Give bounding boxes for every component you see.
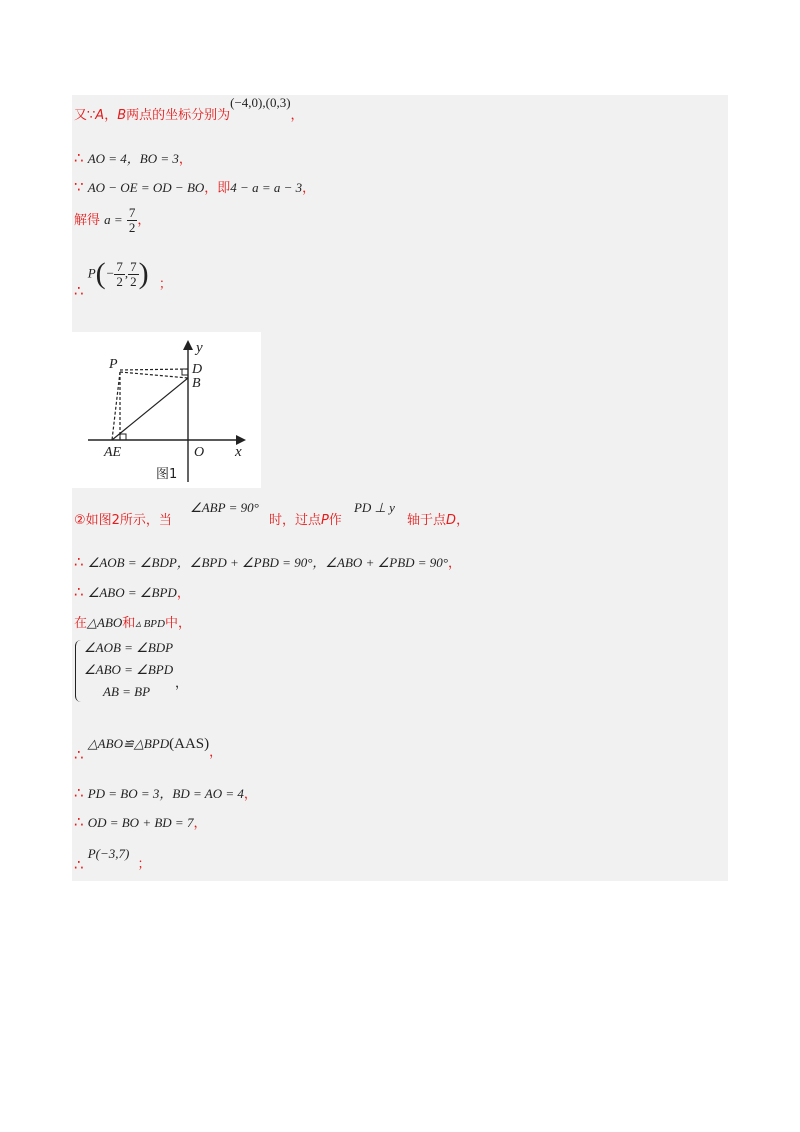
coordinates: (−4,0),(0,3) xyxy=(230,95,291,110)
equation: AO − OE = OD − BO xyxy=(87,180,205,195)
point-b: B xyxy=(117,108,127,123)
label-p: P xyxy=(109,357,118,372)
line-7 xyxy=(74,552,461,571)
punct: ， xyxy=(193,816,207,831)
equation: PD ⊥ y xyxy=(353,500,395,515)
line-1 xyxy=(74,95,304,123)
punct: ， xyxy=(178,152,192,167)
therefore-symbol: ∴ xyxy=(74,746,84,764)
equation: PD = BO = 3，BD = AO = 4 xyxy=(87,786,244,801)
point-p-result: P(−3,7) xyxy=(87,846,130,861)
system-line-2: ∠ABO = ∠BPD xyxy=(84,662,174,677)
punct: ， xyxy=(209,745,223,760)
text: 中， xyxy=(164,616,191,631)
line-2 xyxy=(74,148,192,167)
equation: a = xyxy=(104,212,123,227)
label-y: y xyxy=(196,340,203,356)
text: ， xyxy=(104,108,118,123)
punct: ， xyxy=(290,108,304,123)
line-8 xyxy=(74,582,190,601)
punct: ， xyxy=(137,213,151,228)
equation: AO = 4，BO = 3 xyxy=(87,151,179,166)
line-11 xyxy=(74,783,257,802)
label-o: O xyxy=(194,445,205,460)
denominator: 2 xyxy=(116,273,123,289)
text: 在 xyxy=(74,616,88,631)
denominator: 2 xyxy=(130,273,137,289)
triangle-bpd: ▵ BPD xyxy=(135,618,165,630)
punct: ， xyxy=(448,556,462,571)
line-3 xyxy=(74,177,315,196)
punct: ， xyxy=(243,787,257,802)
equation: ∠ABP = 90° xyxy=(190,500,259,515)
figure-1 xyxy=(72,332,261,488)
equation: ∠AOB = ∠BDP，∠BPD + ∠PBD = 90°，∠ABO + ∠PBD = 90° xyxy=(87,555,448,570)
aas-reason: (AAS) xyxy=(169,736,210,752)
punct: ， xyxy=(176,586,190,601)
label-b: B xyxy=(192,376,201,391)
line-10 xyxy=(74,733,223,764)
numerator: 7 xyxy=(128,205,136,220)
system-line-3: AB = BP xyxy=(103,684,151,699)
label-d: D xyxy=(192,362,203,377)
point-d: D xyxy=(446,513,457,528)
punct: ， xyxy=(175,675,189,690)
therefore-symbol: ∴ xyxy=(74,553,84,571)
system-line-1: ∠AOB = ∠BDP xyxy=(84,640,174,655)
triangle-abo: △ABO xyxy=(87,615,123,630)
comma: , xyxy=(124,265,129,281)
text: ②如图2所示，当 xyxy=(74,513,172,528)
therefore-symbol: ∴ xyxy=(74,583,84,601)
point-p: P xyxy=(320,513,329,528)
text: 两点的坐标分别为 xyxy=(126,108,231,123)
line-12 xyxy=(74,812,206,831)
punct: ； xyxy=(158,276,172,292)
text: 又∵ xyxy=(74,108,96,123)
congruence: △ABO≌△BPD xyxy=(87,736,170,751)
fraction xyxy=(114,260,125,289)
line-9 xyxy=(74,612,191,631)
denominator: 2 xyxy=(128,220,136,235)
fraction xyxy=(128,260,139,289)
geometry-diagram xyxy=(72,332,261,488)
line-13 xyxy=(74,843,151,874)
text: 解得 xyxy=(74,213,101,228)
therefore-symbol: ∴ xyxy=(74,281,84,300)
fraction xyxy=(127,206,138,235)
therefore-symbol: ∴ xyxy=(74,149,84,167)
left-brace xyxy=(75,640,82,702)
punct: ， xyxy=(456,513,470,528)
minus: − xyxy=(105,265,115,281)
line-6 xyxy=(74,500,470,528)
line-5: ∴ P(− $\frac{7}{2}$ , $\frac{7}{2}$ ) ； xyxy=(74,257,172,300)
text: ，即 xyxy=(204,181,231,196)
punct: ； xyxy=(137,857,151,872)
point-p: P xyxy=(87,265,96,281)
line-4 xyxy=(74,206,150,235)
therefore-symbol: ∴ xyxy=(74,813,84,831)
point-a: A xyxy=(95,108,105,123)
numerator: 7 xyxy=(130,258,137,274)
punct: ， xyxy=(302,181,316,196)
therefore-symbol: ∴ xyxy=(74,856,84,874)
text: 轴于点 xyxy=(407,513,447,528)
label-x: x xyxy=(235,444,242,460)
text: 时，过点 xyxy=(268,513,321,528)
equation: OD = BO + BD = 7 xyxy=(87,815,194,830)
therefore-symbol: ∴ xyxy=(74,784,84,802)
text: 作 xyxy=(328,513,342,528)
numerator: 7 xyxy=(116,258,123,274)
equation: 4 − a = a − 3 xyxy=(230,180,303,195)
text: 和 xyxy=(122,616,136,631)
because-symbol: ∵ xyxy=(74,178,84,196)
label-ae: AE xyxy=(104,445,122,460)
equation: ∠ABO = ∠BPD xyxy=(87,585,177,600)
figure-caption: 图1 xyxy=(156,467,178,482)
